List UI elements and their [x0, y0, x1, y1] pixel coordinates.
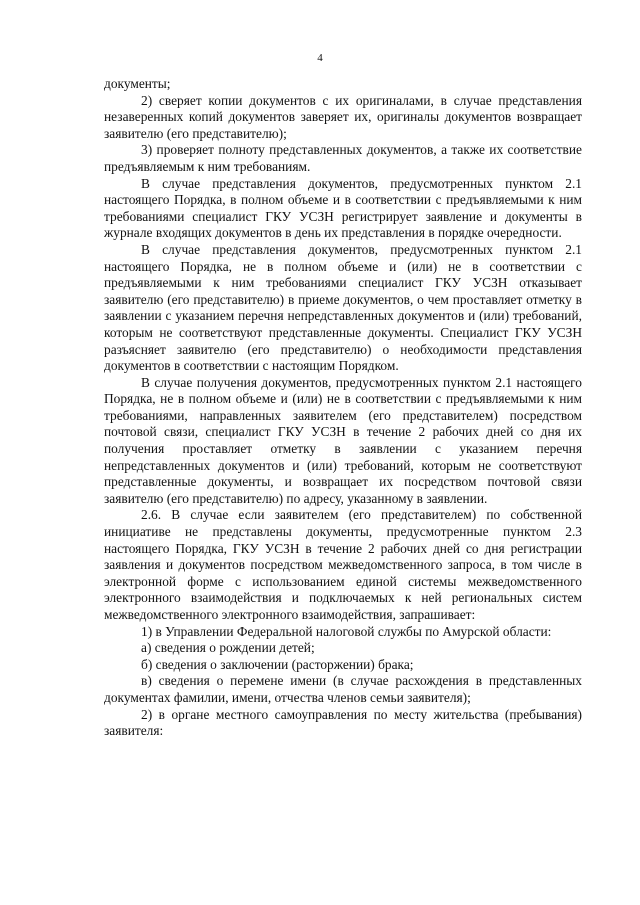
list-item-birth-info: а) сведения о рождении детей;: [141, 640, 315, 656]
list-item-name-change-info: в) сведения о перемене имени (в случае расхождения в представленных документах фамилии, имени, отчества членов семьи заявителя);: [104, 673, 582, 705]
paragraph-continuation: документы;: [104, 76, 171, 91]
paragraph-item-2: 2) сверяет копии документов с их оригиналами, в случае представления незаверенных копий документов заверяет их, оригиналы документов возвращает заявителю (его представителю);: [104, 92, 582, 141]
paragraph-postal-submission: В случае получения документов, предусмотренных пунктом 2.1 настоящего Порядка, не в полном объеме и (или) не в соответствии с предъявляемыми к ним требованиями, направленных заявителем (его представителем) посредством почтовой связи, специалист ГКУ УСЗН в течение 2 рабочих дней со дня их получения проставляет отметку в заявлении с указанием перечня непредставленных документов и (или) требований, которым не соответствуют представленные документы, и возвращает их посредством почтовой связи заявителю (его представителю) по адресу, указанному в заявлении.: [104, 374, 582, 506]
document-body: [104, 76, 582, 740]
paragraph-item-3: 3) проверяет полноту представленных документов, а также их соответствие предъявляемым к ним требованиям.: [104, 142, 582, 174]
paragraph-section-2-6: 2.6. В случае если заявителем (его представителем) по собственной инициативе не представлены документы, предусмотренные пунктом 2.3 настоящего Порядка, ГКУ УСЗН в течение 2 рабочих дней со дня регистрации заявления и документов посредством межведомственного запроса, в том числе в электронной форме с использованием единой системы межведомственного электронного взаимодействия и подключаемых к ней региональных систем межведомственного электронного взаимодействия, запрашивает:: [104, 507, 582, 622]
paragraph-incomplete-submission: В случае представления документов, предусмотренных пунктом 2.1 настоящего Порядка, не в полном объеме и (или) не в соответствии с предъявляемыми к ним требованиями специалист ГКУ УСЗН отказывает заявителю (его представителю) в приеме документов, о чем проставляет отметку в заявлении с указанием перечня непредставленных документов и (или) требований, которым не соответствуют представленные документы. Специалист ГКУ УСЗН разъясняет заявителю (его представителю) о необходимости представления документов в соответствии с настоящим Порядком.: [104, 241, 582, 374]
paragraph-full-submission: В случае представления документов, предусмотренных пунктом 2.1 настоящего Порядка, в полном объеме и в соответствии с предъявляемыми к ним требованиями специалист ГКУ УСЗН регистрирует заявление и документы в журнале входящих документов в день их представления в порядке очередности.: [104, 175, 582, 241]
paragraph-local-government: 2) в органе местного самоуправления по месту жительства (пребывания) заявителя:: [104, 706, 582, 739]
page-number: 4: [317, 52, 323, 64]
paragraph-tax-service: 1) в Управлении Федеральной налоговой службы по Амурской области:: [141, 623, 552, 639]
list-item-marriage-info: б) сведения о заключении (расторжении) брака;: [141, 656, 414, 672]
